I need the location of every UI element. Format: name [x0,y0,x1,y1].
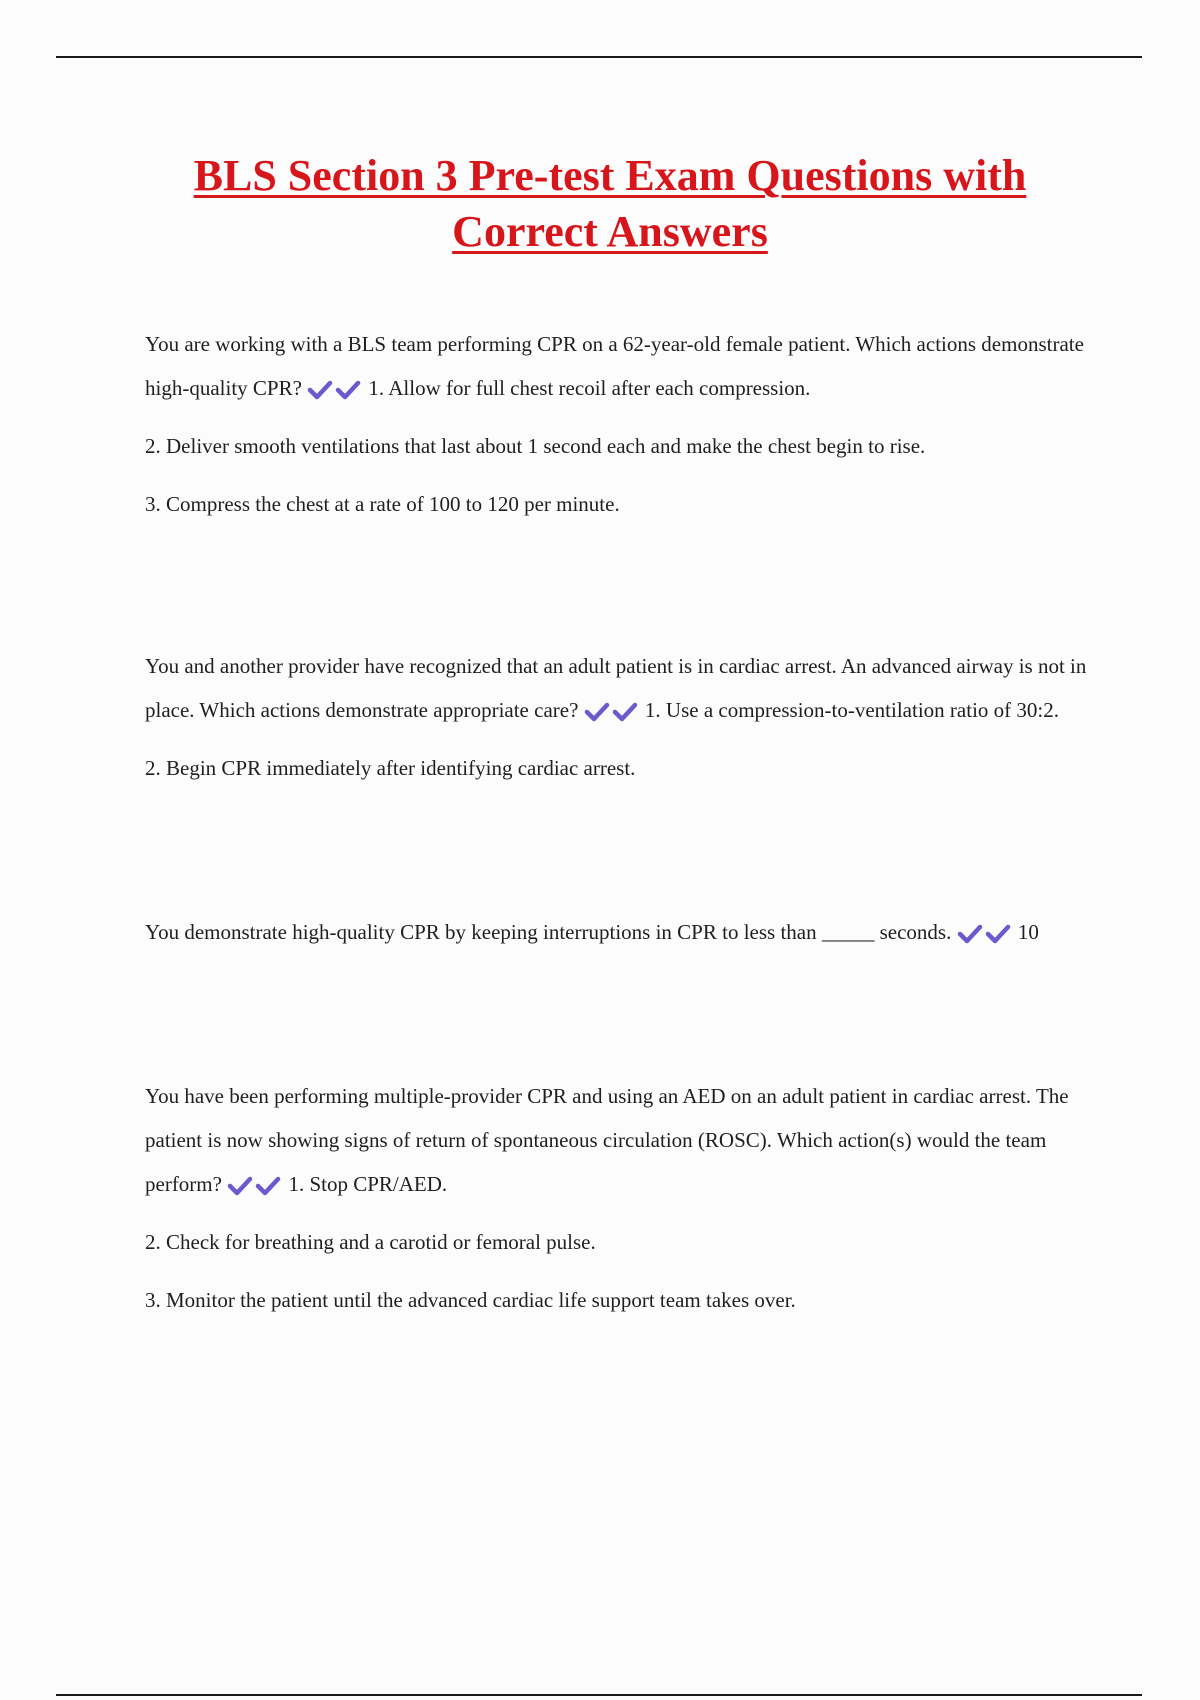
bottom-rule [56,1694,1142,1696]
qa-question-paragraph [145,322,1095,410]
answer-text: 1. Allow for full chest recoil after each compression. [368,376,811,400]
qa-question-paragraph [145,644,1095,732]
qa-question-paragraph [145,1074,1095,1206]
checkmark-icon [227,1176,253,1196]
answer-text: 1. Stop CPR/AED. [288,1172,448,1196]
checkmark-icon [985,924,1011,944]
qa-block-3 [145,910,1095,954]
answer-checkmarks [957,910,1013,954]
answer-checkmarks [227,1162,283,1206]
checkmark-icon [584,702,610,722]
checkmark-icon [307,380,333,400]
answer-checkmarks [307,366,363,410]
checkmark-icon [335,380,361,400]
question-text: You are working with a BLS team performing CPR on a 62-year-old female patient. Which actions demonstrate high-quality CPR? [145,332,1084,400]
answer-line: 2. Deliver smooth ventilations that last about 1 second each and make the chest begin to rise. [145,434,926,458]
qa-block-4 [145,1074,1095,1322]
answer-text: 1. Use a compression-to-ventilation ratio of 30:2. [644,698,1059,722]
qa-question-paragraph [145,910,1095,954]
question-text: You and another provider have recognized that an adult patient is in cardiac arrest. An advanced airway is not in place. Which actions demonstrate appropriate care? [145,654,1087,722]
checkmark-icon [612,702,638,722]
answer-line: 2. Begin CPR immediately after identifying cardiac arrest. [145,756,636,780]
qa-block-1 [145,322,1095,526]
qa-block-2 [145,644,1095,790]
checkmark-icon [255,1176,281,1196]
question-text: You have been performing multiple-provider CPR and using an AED on an adult patient in cardiac arrest. The patient is now showing signs of return of spontaneous circulation (ROSC). Which action(s) would the team perform? [145,1084,1069,1196]
question-text: You demonstrate high-quality CPR by keeping interruptions in CPR to less than _____ seconds. [145,920,952,944]
answer-text: 10 [1017,920,1039,944]
answer-checkmarks [584,688,640,732]
answer-line: 3. Monitor the patient until the advanced cardiac life support team takes over. [145,1288,796,1312]
top-rule [56,56,1142,58]
answer-line: 2. Check for breathing and a carotid or femoral pulse. [145,1230,596,1254]
answer-line: 3. Compress the chest at a rate of 100 to 120 per minute. [145,492,620,516]
checkmark-icon [957,924,983,944]
document-title: BLS Section 3 Pre-test Exam Questions with Correct Answers [193,151,1027,256]
